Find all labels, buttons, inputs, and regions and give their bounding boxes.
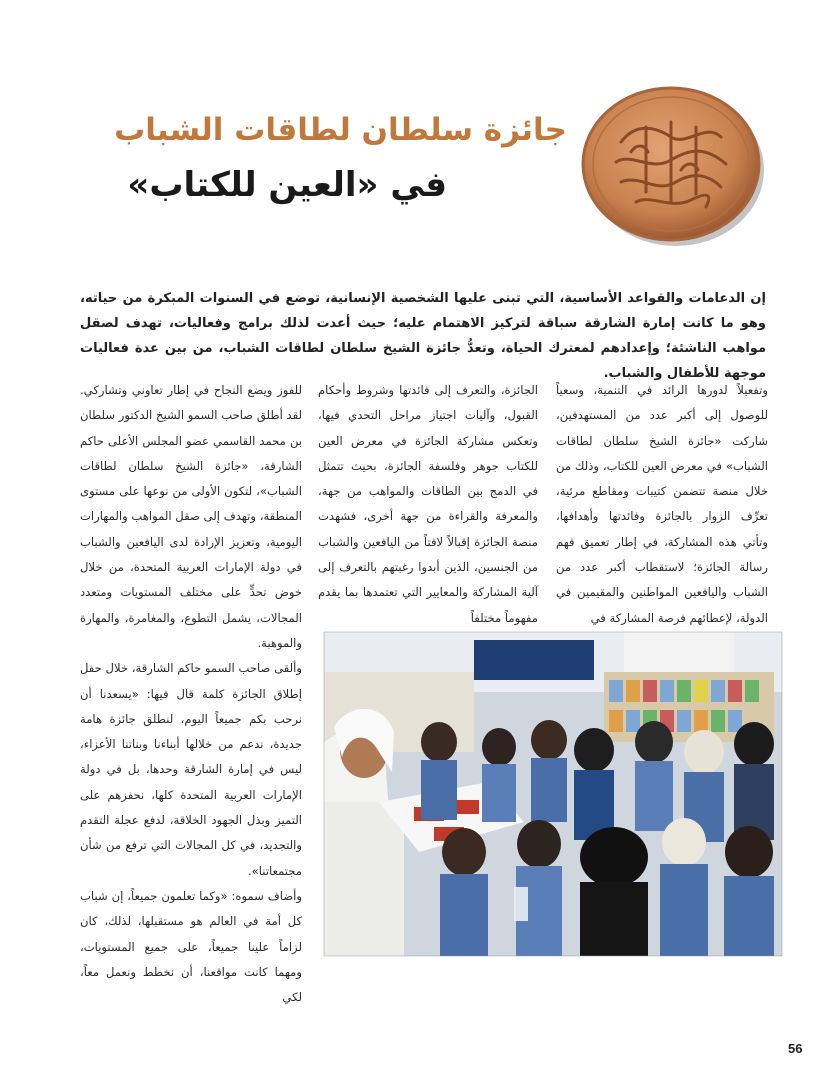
column-middle-text: الجائزة، والتعرف إلى فائدتها وشروط وأحكام القبول، وآليات اجتياز مراحل التحدي فيها، وتعكس مشاركة الجائزة في معرض العين للكتاب جوهر وفلسفة الجائزة، بحيث تتمثل في الدمج بين الطاقات والمواهب من جهة، والمعرفة والقراءة من جهة أخرى، فشهدت منصة الجائزة إقبالاً لافتاً من اليافعين والشباب من الجنسين، الذين أبدوا رغبتهم بالتعرف إلى آلية المشاركة والمعايير التي تعتمدها بما يقدم مفهوماً مختلفاً: [318, 383, 538, 625]
lead-paragraph: إن الدعامات والقواعد الأساسية، التي تبنى عليها الشخصية الإنسانية، توضع في السنوات المبكرة من حياته، وهو ما كانت إمارة الشارقة سباقة لتركيز الاهتمام عليه؛ حيث أعدت لذلك برامج وفعاليات، تهدف لصقل مواهب الناشئة؛ وإعدادهم لمعترك الحياة، وتعدُّ جائزة الشيخ سلطان لطاقات الشباب، من بين عدة فعاليات موجهة للأطفال والشباب.: [80, 291, 766, 381]
column-right-text: وتفعيلاً لدورها الرائد في التنمية، وسعياً للوصول إلى أكبر عدد من المستهدفين، شاركت «جائزة الشيخ سلطان لطاقات الشباب» في معرض العين للكتاب، وذلك من خلال منصة تتضمن كتيبات ومقاطع مرئية، تعرِّف الزوار بالجائزة وفائدتها وأهدافها، وتأتي هذه المشاركة، في إطار تعميق فهم رسالة الجائزة؛ لاستقطاب أكبر عدد من الشباب واليافعين المواطنين والمقيمين في الدولة، لإعطائهم فرصة المشاركة في: [556, 383, 768, 625]
column-left-paragraph-2: وألقى صاحب السمو حاكم الشارقة، خلال حفل إطلاق الجائزة كلمة قال فيها: «يسعدنا أن نرحب بكم جميعاً اليوم، لنطلق جائزة هامة جديدة، ندعم من خلالها أبناءنا وبناتنا الأعزاء، ليس في إمارة الشارقة وحدها، بل في دولة الإمارات العربية المتحدة كلها، نحفزهم على التميز وبذل الجهود الخلاقة، لدفع عجلة التقدم والتجديد، في كل المجالات التي ترفع من شأن مجتمعاتنا».: [80, 661, 302, 878]
column-middle: [318, 378, 538, 625]
column-left-paragraph-3: وأضاف سموه: «وكما تعلمون جميعاً، إن شباب كل أمة في العالم هو مستقبلها، لذلك، كان لزاماً علينا جميعاً، على جميع المستويات، ومهما كانت مواقعنا، أن نخطط ونعمل معاً، لكي: [80, 888, 302, 1005]
column-left-paragraph-1: للفوز ويضع النجاح في إطار تعاوني وتشاركي. لقد أطلق صاحب السمو الشيخ الدكتور سلطان بن محمد القاسمي عضو المجلس الأعلى حاكم الشارقة، «جائزة الشيخ سلطان لطاقات الشباب»، لتكون الأولى من نوعها على مستوى المنطقة، وتهدف إلى صقل المواهب والمهارات اليومية، وتعزيز الإرادة لدى اليافعين والشباب في دولة الإمارات العربية المتحدة، من خلال خوض تحدٍّ على مختلف المستويات ومتعدد المجالات، يشمل التطوع، والمغامرة، والمهارة والموهبة.: [80, 383, 302, 650]
page-number: 56: [788, 1041, 803, 1056]
book-fair-photo: [324, 632, 782, 956]
title-line-1: جائزة سلطان لطاقات الشباب: [114, 112, 567, 148]
award-seal-logo: [576, 82, 766, 247]
column-left: [80, 378, 302, 1005]
title-line-2: في «العين للكتاب»: [127, 165, 447, 205]
column-right: [556, 378, 768, 625]
